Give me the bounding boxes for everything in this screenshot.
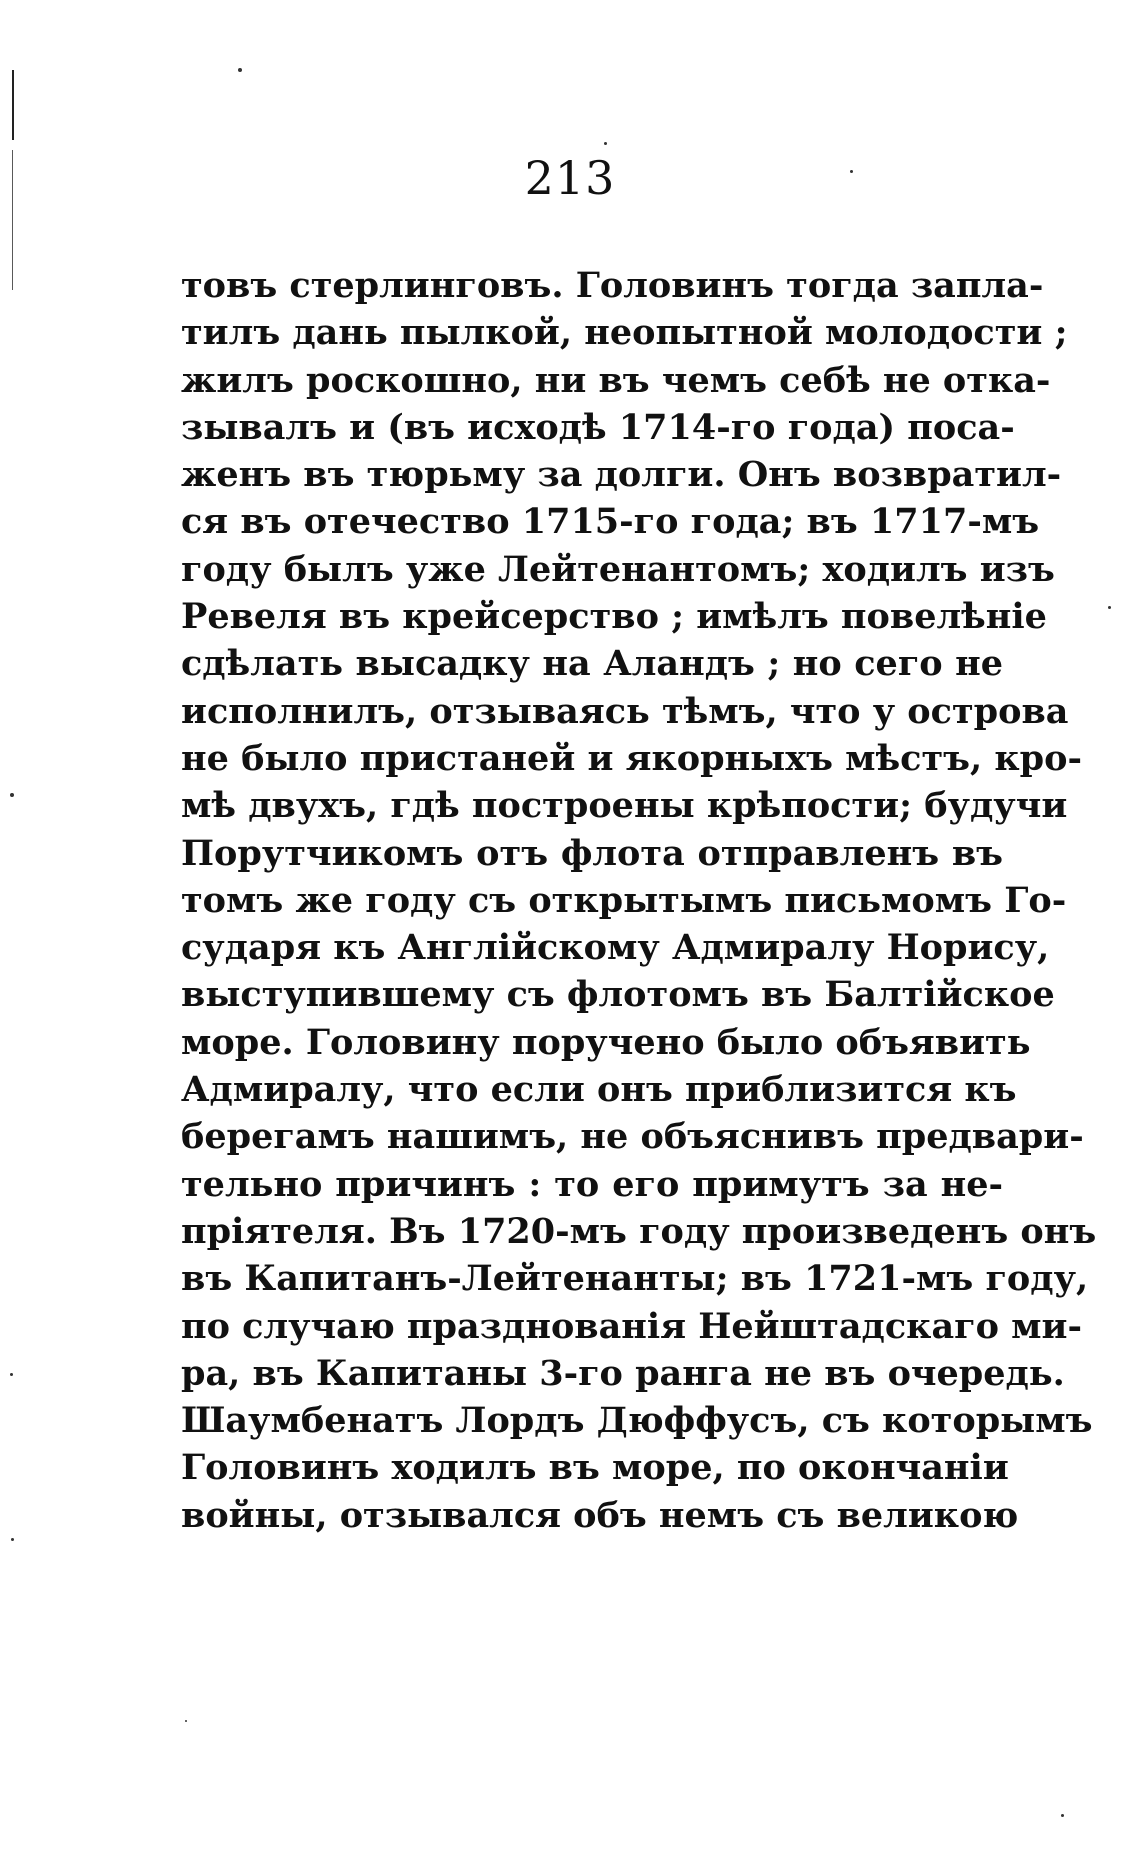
text-line: по случаю празднованія Нейштадскаго ми- [181,1305,1082,1347]
scan-speck [185,1720,187,1722]
text-line: море. Головину поручено было объявить [181,1021,1031,1063]
scan-speck [238,68,242,72]
scan-speck [1108,606,1111,609]
text-line: тельно причинъ : то его примутъ за не- [181,1163,1003,1205]
text-line: зывалъ и (въ исходѣ 1714-го года) поса- [181,406,1015,448]
text-line: тилъ дань пылкой, неопытной молодости ; [181,312,1068,354]
text-line: не было пристаней и якорныхъ мѣстъ, кро- [181,737,1083,779]
scan-edge-mark [12,70,14,140]
text-line: томъ же году съ открытымъ письмомъ Го- [181,879,1067,921]
text-line: Порутчикомъ отъ флота отправленъ въ [181,832,1003,874]
text-line: Головинъ ходилъ въ море, по окончаніи [181,1447,1009,1489]
text-line: женъ въ тюрьму за долги. Онъ возвратил- [181,454,1062,496]
text-line: Адмиралу, что если онъ приблизится къ [181,1069,1017,1111]
text-line: товъ стерлинговъ. Головинъ тогда запла- [181,265,1044,306]
text-line: жилъ роскошно, ни въ чемъ себѣ не отка- [181,359,1051,401]
text-line: сдѣлать высадку на Аландъ ; но сего не [181,643,1003,685]
text-line: въ Капитанъ-Лейтенанты; въ 1721-мъ году, [181,1258,1089,1300]
text-line: исполнилъ, отзываясь тѣмъ, что у острова [181,690,1069,732]
text-line: Шаумбенатъ Лордъ Дюффусъ, съ которымъ [181,1400,1093,1442]
text-line: году былъ уже Лейтенантомъ; ходилъ изъ [181,548,1055,590]
scan-speck [1061,1814,1064,1817]
text-line: берегамъ нашимъ, не объяснивъ предвари- [181,1116,1084,1158]
text-line: мѣ двухъ, гдѣ построены крѣпости; будучи [181,785,1068,827]
text-line: выступившему съ флотомъ въ Балтійское [181,974,1055,1016]
scan-speck [604,142,607,145]
scan-speck [10,1373,13,1376]
text-line: сударя къ Англійскому Адмиралу Норису, [181,927,1050,969]
body-text [181,262,1097,1539]
scan-speck [10,793,14,797]
text-line: Ревеля въ крейсерство ; имѣлъ повелѣніе [181,596,1047,638]
text-line: ся въ отечество 1715-го года; въ 1717-мъ [181,501,1040,543]
page-number: 213 [524,151,616,205]
text-line: ра, въ Капитаны 3-го ранга не въ очередь. [181,1352,1065,1394]
scan-speck [11,1538,14,1541]
text-line: войны, отзывался объ немъ съ великою [181,1494,1019,1536]
text-line: пріятеля. Въ 1720-мъ году произведенъ онъ [181,1210,1097,1252]
scan-speck [850,170,853,173]
